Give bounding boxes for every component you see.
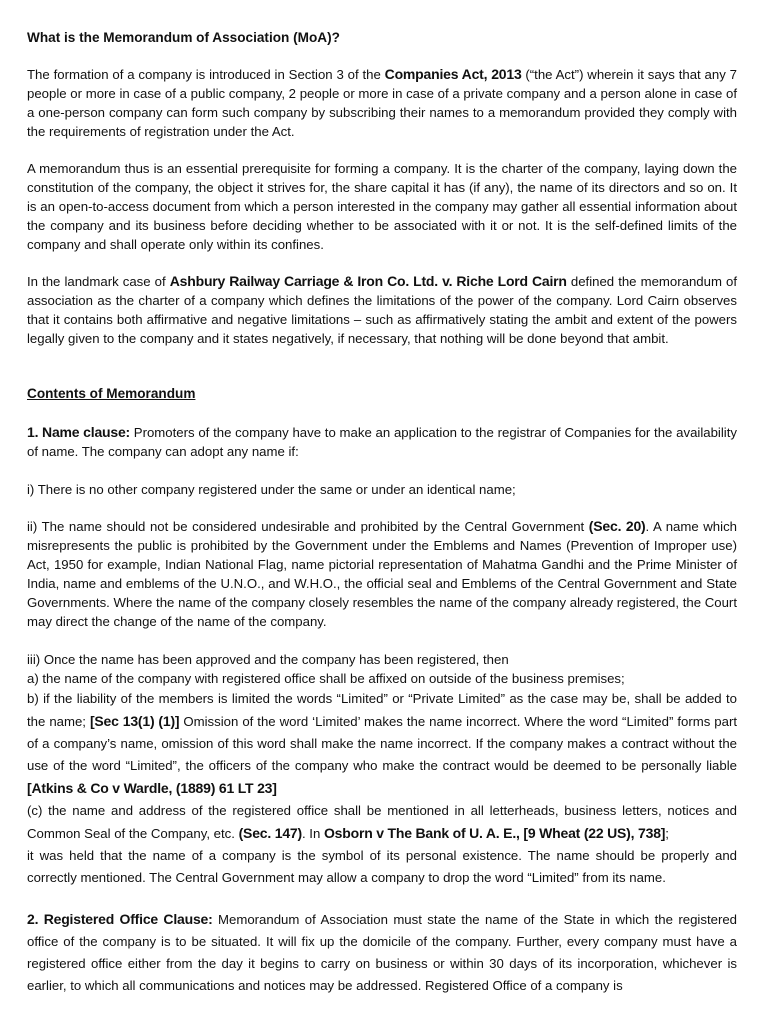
item-iii-c-conclusion: it was held that the name of a company is the symbol of its personal existence. The name should be properly and correctly mentioned. The Central Government may allow a company to drop the word “Limited” from its name. [27, 848, 737, 885]
name-clause-label: 1. Name clause: [27, 424, 131, 440]
document-title: What is the Memorandum of Association (MoA)? [27, 30, 340, 45]
sec-20-reference: (Sec. 20) [588, 518, 646, 534]
osborn-case-reference: Osborn v The Bank of U. A. E., [9 Wheat (22 US), 738] [323, 825, 666, 841]
item-iii-b-text-1: b) if the liability of the members is limited the words “Limited” or “Private Limited” as the case may be, shall be added to the name; [27, 691, 737, 729]
contents-heading: Contents of Memorandum [27, 386, 196, 401]
intro-p1-text-a: The formation of a company is introduced in Section 3 of the [27, 67, 385, 82]
item-ii-text-a: ii) The name should not be considered undesirable and prohibited by the Central Government [27, 519, 589, 534]
registered-office-paragraph [27, 908, 737, 997]
intro-paragraph-2: A memorandum thus is an essential prerequisite for forming a company. It is the charter of the company, laying down the constitution of the company, the object it strives for, the share capital it has (if any), the name of its directors and so on. It is an open-to-access document from which a person interested in the company may gather all essential information about the company and its business before deciding whether to be associated with it or not. It is the self-defined limits of the company and shall operate only within its confines. [27, 161, 737, 252]
registered-office-label: 2. Registered Office Clause: [27, 911, 213, 927]
name-clause-item-ii [27, 517, 737, 631]
item-iii-b-text-2: Omission of the word ‘Limited’ makes the name incorrect. Where the word “Limited” forms part of a company’s name, omission of this word shall make the name incorrect. If the company makes a contract without the use of the word “Limited”, the officers of the company who make the contract would be deemed to be personally liable [27, 714, 738, 773]
intro-p3-text-b: defined the memorandum of association as the charter of a company which defines the limitations of the power of the company. Lord Cairn observes that it contains both affirmative and negative limitations – such as affirmatively stating the ambit and extent of the powers legally given to the company and it states negatively, if necessary, that nothing will be done beyond that ambit. [27, 274, 737, 346]
item-iii-c-text-2: . In [301, 826, 324, 841]
item-iii-c [27, 800, 737, 845]
name-clause-item-i: i) There is no other company registered under the same or under an identical name; [27, 482, 516, 497]
intro-p3-text-a: In the landmark case of [27, 274, 170, 289]
item-iii-a: a) the name of the company with registered office shall be affixed on outside of the business premises; [27, 671, 625, 686]
sec-147-reference: (Sec. 147) [238, 825, 302, 841]
name-clause-text: Promoters of the company have to make an application to the registrar of Companies for the availability of name. The company can adopt any name if: [27, 425, 737, 459]
companies-act-reference: Companies Act, 2013 [384, 66, 522, 82]
ashbury-case-reference: Ashbury Railway Carriage & Iron Co. Ltd. v. Riche Lord Cairn [169, 273, 567, 289]
item-iii-c-text-3: ; [665, 826, 669, 841]
item-ii-text-b: . A name which misrepresents the public is prohibited by the Government under the Emblems and Names (Prevention of Improper use) Act, 1950 for example, Indian National Flag, name pictorial representation of Mahatma Gandhi and the Prime Minister of India, name and emblems of the U.N.O., and W.H.O., the official seal and Emblems of the Central Government and State Governments. Where the name of the company closely resembles the name of the company already registered, the Court may direct the change of the name of the company. [27, 519, 737, 629]
name-clause-item-iii [27, 650, 737, 889]
sec-13-reference: [Sec 13(1) (1)] [89, 713, 180, 729]
item-iii-intro: iii) Once the name has been approved and the company has been registered, then [27, 652, 509, 667]
intro-p1-text-b: (“the Act”) wherein it says that any 7 people or more in case of a public company, 2 people or more in case of a private company and a person alone in case of a one-person company can form such company by subscribing their names to a memorandum provided they comply with the requirements of registration under the Act. [27, 67, 737, 139]
intro-paragraph-3 [27, 272, 737, 348]
registered-office-text: Memorandum of Association must state the name of the State in which the registered office of the company is to be situated. It will fix up the domicile of the company. Further, every company must have a registered office either from the day it begins to carry on business or within 30 days of its incorporation, whichever is earlier, to which all communications and notices may be addressed. Registered Office of a company is [27, 912, 738, 993]
atkins-case-reference: [Atkins & Co v Wardle, (1889) 61 LT 23] [27, 780, 277, 796]
item-iii-c-text-1: (c) the name and address of the registered office shall be mentioned in all letterheads, business letters, notices and Common Seal of the Company, etc. [27, 803, 737, 841]
item-iii-b [27, 688, 737, 800]
name-clause-paragraph [27, 423, 737, 461]
intro-paragraph-1 [27, 65, 737, 141]
